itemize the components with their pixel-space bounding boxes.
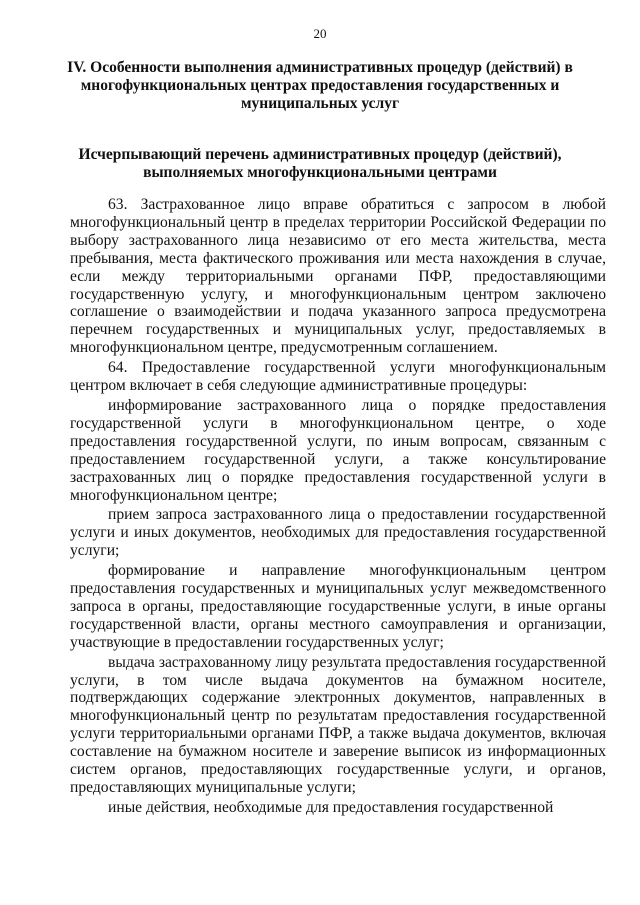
paragraph-64: 64. Предоставление государственной услуги многофункциональным центром включает в себя следующие административные процедуры:: [70, 359, 606, 395]
list-item: выдача застрахованному лицу результата предоставления государственной услуги, в том числе выдача документов на бумажном носителе, подтверждающих содержание электронных документов, направленных в многофункциональный центр по результатам предоставления государственной услуги территориальными органами ПФР, а также выдача документов, включая составление на бумажном носителе и заверение выписок из информационных систем органов, предоставляющих государственные услуги, и органов, предоставляющих муниципальные услуги;: [70, 653, 606, 796]
page-number: 20: [313, 26, 327, 41]
list-item: прием запроса застрахованного лица о предоставлении государственной услуги и иных документов, необходимых для предоставления государственной услуги;: [70, 506, 606, 560]
list-item: иные действия, необходимые для предоставления государственной: [108, 798, 554, 816]
paragraph-63: 63. Застрахованное лицо вправе обратиться с запросом в любой многофункциональный центр в пределах территории Российской Федерации по выбору застрахованного лица независимо от его места жительства, места пребывания, места фактического проживания или места нахождения в случае, если между территориальными органами ПФР, предоставляющими государственную услугу, и многофункциональным центром заключено соглашение о взаимодействии и подача указанного запроса предусмотрена перечнем государственных и муниципальных услуг, предоставляемых в многофункциональном центре, предусмотренным соглашением.: [70, 196, 606, 357]
section-title: IV. Особенности выполнения административных процедур (действий) в многофункциональных центрах предоставления государственных и муниципальных услуг: [67, 59, 573, 112]
document-body: [70, 196, 606, 819]
subsection-title: Исчерпывающий перечень административных процедур (действий), выполняемых многофункциональными центрами: [78, 146, 562, 181]
list-item: формирование и направление многофункциональным центром предоставления государственных и муниципальных услуг межведомственного запроса в органы, предоставляющие государственные услуги, в иные органы государственной власти, органы местного самоуправления и организации, участвующие в предоставлении государственных услуг;: [70, 562, 606, 651]
list-item: информирование застрахованного лица о порядке предоставления государственной услуги в многофункциональном центре, о ходе предоставления государственной услуги, по иным вопросам, связанным с предоставлением государственной услуги, а также консультирование застрахованных лиц о порядке предоставления государственной услуги в многофункциональном центре;: [70, 396, 606, 504]
